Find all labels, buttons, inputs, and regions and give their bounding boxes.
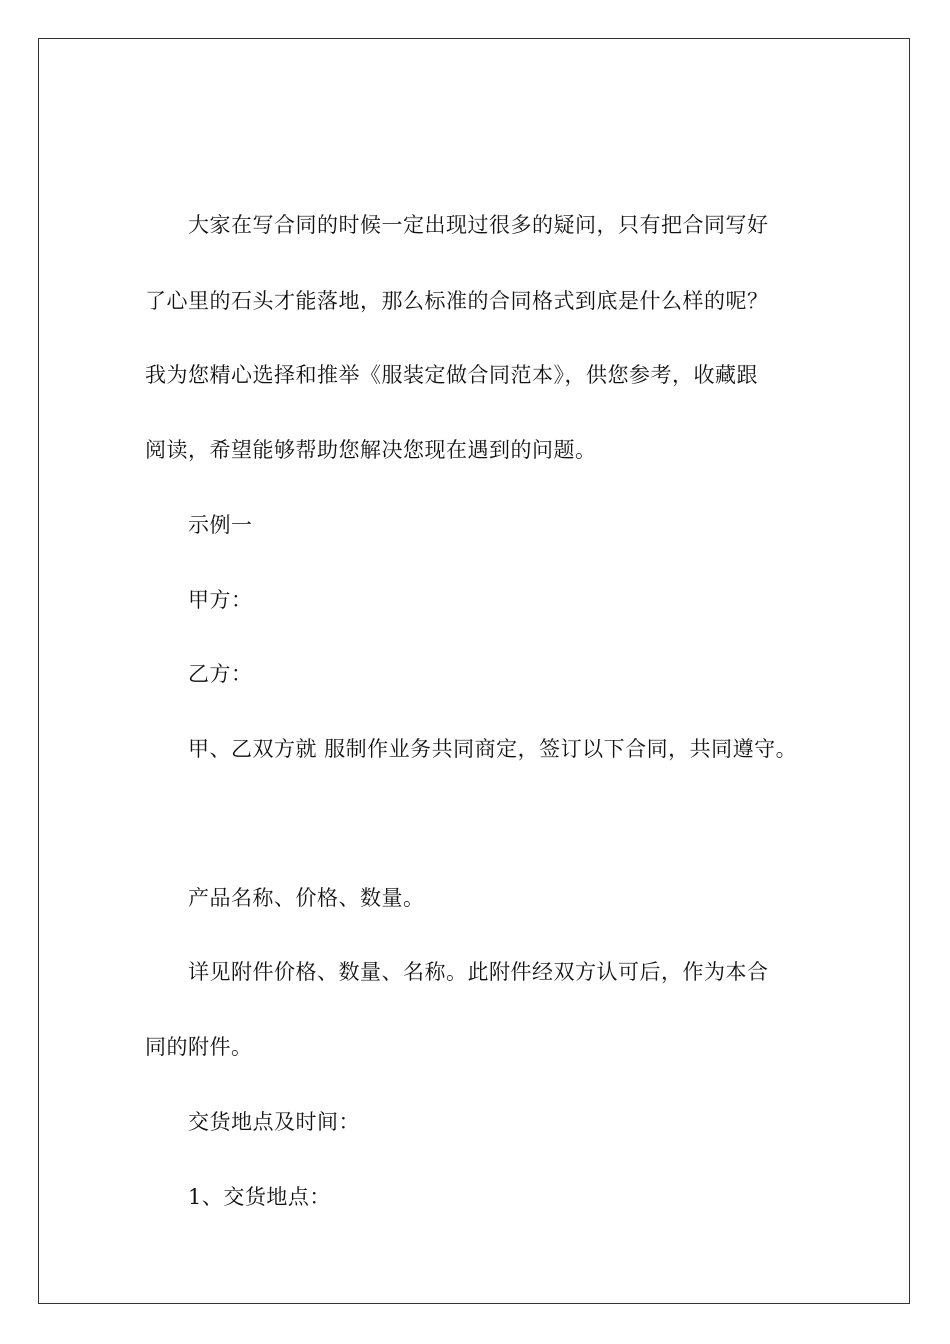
example-heading: 示例一 [188,513,253,537]
agreement-statement: 甲、乙双方就 服制作业务共同商定，签订以下合同，共同遵守。 [188,737,798,761]
party-a-label: 甲方： [188,588,253,612]
party-b-label: 乙方： [188,662,253,686]
product-section-heading: 产品名称、价格、数量。 [188,886,425,910]
intro-paragraph-line-2: 了心里的石头才能落地，那么标准的合同格式到底是什么样的呢？ [145,289,769,313]
product-detail-line-2: 同的附件。 [145,1035,253,1059]
delivery-location-item: 1、交货地点： [188,1185,331,1209]
intro-paragraph-line-4: 阅读，希望能够帮助您解决您现在遇到的问题。 [145,438,597,462]
intro-paragraph-line-1: 大家在写合同的时候一定出现过很多的疑问，只有把合同写好 [188,213,769,237]
intro-paragraph-line-3: 我为您精心选择和推举《服装定做合同范本》，供您参考，收藏跟 [145,363,758,387]
delivery-section-heading: 交货地点及时间： [188,1110,360,1134]
product-detail-line-1: 详见附件价格、数量、名称。此附件经双方认可后，作为本合 [188,960,769,984]
